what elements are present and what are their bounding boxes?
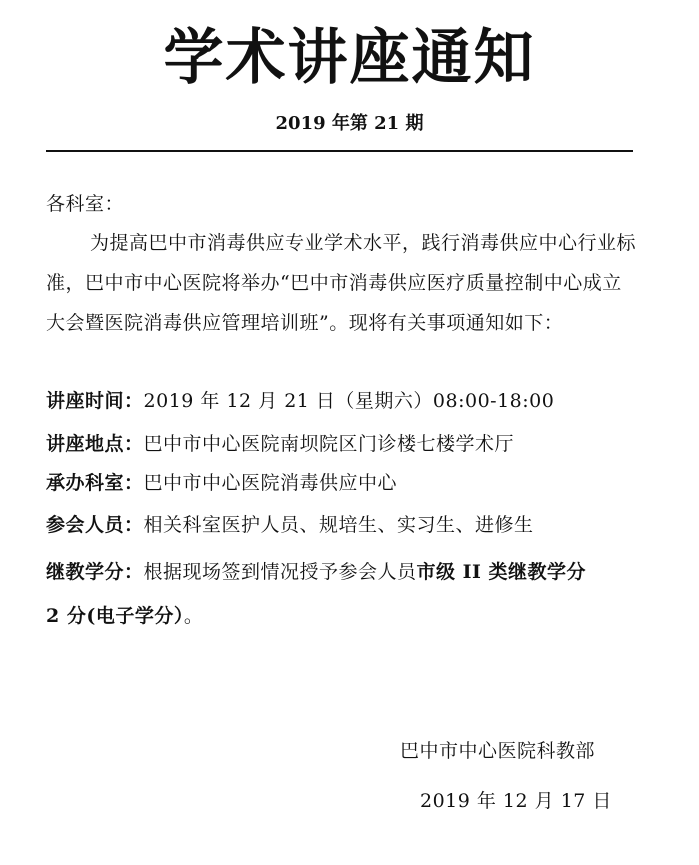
host-department-row (46, 468, 646, 498)
issue-number: 2019 年第 21 期 (275, 113, 424, 134)
salutation: 各科室： (46, 193, 125, 215)
lecture-place-row (46, 429, 646, 459)
credit-highlight: 市级 II 类继教学分 (416, 561, 587, 583)
attendees-label: 参会人员： (46, 514, 144, 536)
intro-paragraph: 为提高巴中市消毒供应专业学术水平，践行消毒供应中心行业标准，巴中市中心医院将举办“巴中市消毒供应医疗质量控制中心成立大会暨医院消毒供应管理培训班”。现将有关事项通知如下： (46, 232, 637, 334)
lecture-place-label: 讲座地点： (46, 433, 144, 455)
host-department-label: 承办科室： (46, 472, 144, 494)
credit-amount: 2 分(电子学分） (46, 605, 184, 627)
host-department-value: 巴中市中心医院消毒供应中心 (143, 472, 398, 494)
lecture-place-value: 巴中市中心医院南坝院区门诊楼七楼学术厅 (143, 433, 515, 455)
signature-date: 2019 年 12 月 17 日 (420, 790, 612, 812)
lecture-time-label: 讲座时间： (46, 390, 144, 412)
header-divider (46, 150, 633, 152)
attendees-value: 相关科室医护人员、规培生、实习生、进修生 (143, 514, 534, 536)
credit-label: 继教学分： (46, 561, 144, 583)
credit-end: 。 (183, 605, 204, 627)
notice-title: 学术讲座通知 (163, 23, 536, 93)
attendees-row (46, 510, 646, 540)
signature-organization: 巴中市中心医院科教部 (400, 740, 596, 762)
lecture-time-value: 2019 年 12 月 21 日（星期六）08:00-18:00 (143, 390, 555, 412)
lecture-time-row (46, 386, 646, 416)
credit-value: 根据现场签到情况授予参会人员 (143, 561, 417, 583)
credit-row (46, 557, 646, 587)
credit-amount-row (46, 601, 646, 631)
